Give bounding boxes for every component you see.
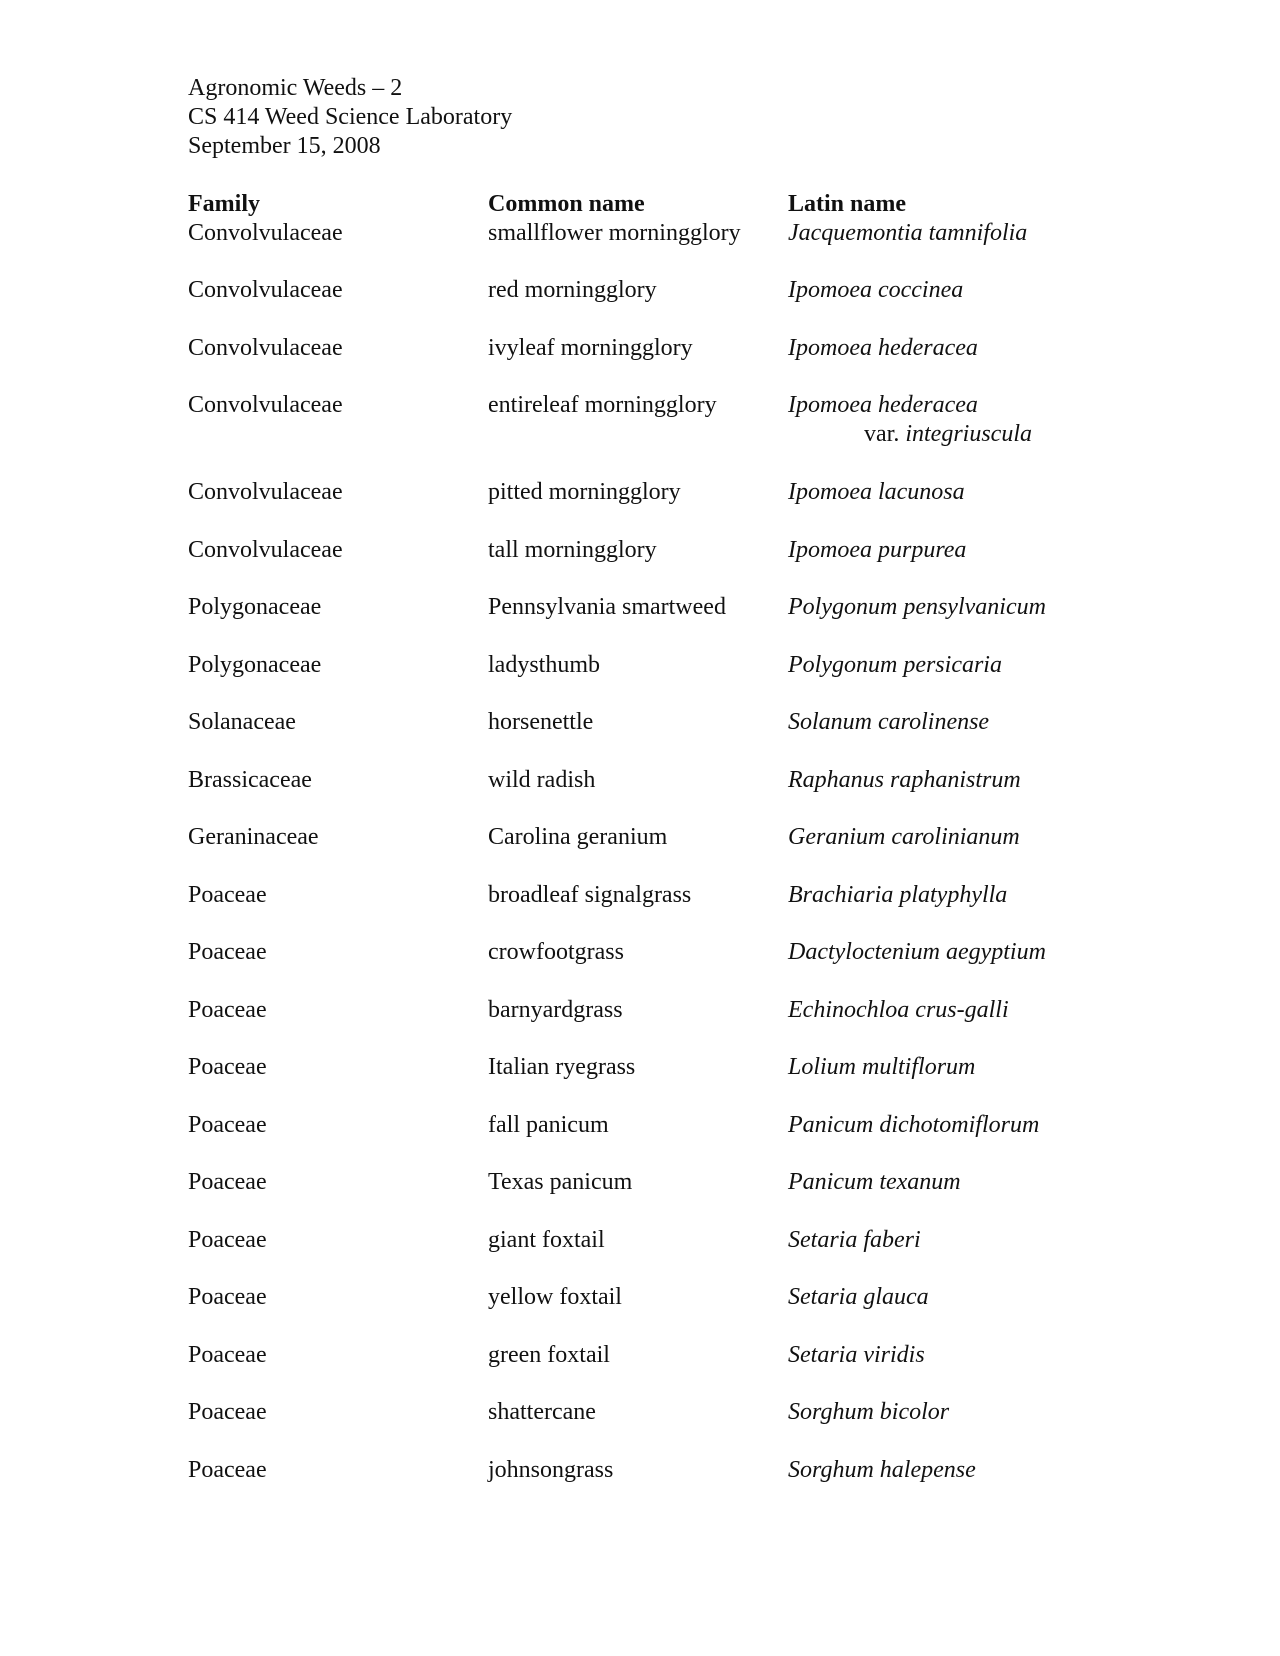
family-cell: Poaceae bbox=[188, 1399, 267, 1425]
latin-name-cell bbox=[788, 651, 1002, 680]
table-row bbox=[188, 766, 1088, 824]
common-name-cell: pitted morningglory bbox=[488, 479, 681, 505]
common-name-cell: crowfootgrass bbox=[488, 939, 624, 965]
family-cell: Brassicaceae bbox=[188, 766, 312, 793]
latin-name-text: Geranium carolinianum bbox=[788, 824, 1020, 850]
family-cell: Geraninaceae bbox=[188, 824, 319, 850]
table-row bbox=[188, 536, 1088, 594]
latin-name-text: Sorghum bicolor bbox=[788, 1399, 950, 1425]
latin-name-cell bbox=[788, 593, 1046, 622]
document-title: Agronomic Weeds – 2 bbox=[188, 75, 403, 101]
common-name-cell: giant foxtail bbox=[488, 1226, 605, 1253]
latin-name-text: Lolium multiflorum bbox=[788, 1054, 976, 1080]
weed-table bbox=[188, 190, 1088, 1513]
common-name-cell: smallflower morningglory bbox=[488, 220, 741, 246]
family-cell: Convolvulaceae bbox=[188, 392, 343, 418]
latin-name-text: Jacquemontia tamnifolia bbox=[788, 220, 1028, 246]
latin-name-text: Polygonum persicaria bbox=[788, 651, 1002, 678]
common-name-cell: wild radish bbox=[488, 766, 596, 793]
common-name-cell: tall morningglory bbox=[488, 536, 657, 563]
table-row bbox=[188, 823, 1088, 881]
latin-name-cell bbox=[788, 334, 978, 363]
family-cell: Poaceae bbox=[188, 1169, 267, 1195]
latin-name-cell bbox=[788, 1341, 925, 1370]
common-name-cell: barnyardgrass bbox=[488, 996, 623, 1023]
latin-name-cell bbox=[788, 276, 963, 305]
family-cell: Poaceae bbox=[188, 881, 267, 908]
table-body bbox=[188, 219, 1088, 1513]
latin-name-cell bbox=[788, 766, 1021, 795]
latin-name-text: Solanum carolinense bbox=[788, 709, 990, 735]
document-date: September 15, 2008 bbox=[188, 133, 381, 159]
family-cell: Poaceae bbox=[188, 939, 267, 965]
latin-name-text: Dactyloctenium aegyptium bbox=[788, 939, 1046, 965]
family-cell: Poaceae bbox=[188, 1226, 267, 1253]
latin-name-cell bbox=[788, 1053, 975, 1082]
common-name-cell: ivyleaf morningglory bbox=[488, 334, 693, 361]
family-cell: Polygonaceae bbox=[188, 651, 322, 678]
latin-name-cell bbox=[788, 708, 989, 737]
latin-name-text: Setaria viridis bbox=[788, 1341, 925, 1368]
latin-name-text: Setaria glauca bbox=[788, 1284, 929, 1310]
variety-line bbox=[788, 420, 1032, 449]
common-name-cell: red morningglory bbox=[488, 277, 657, 303]
latin-name-cell bbox=[788, 1226, 921, 1255]
latin-name-cell bbox=[788, 1168, 961, 1197]
table-row bbox=[188, 1456, 1088, 1514]
latin-name-text: Ipomoea coccinea bbox=[788, 277, 964, 303]
family-cell: Convolvulaceae bbox=[188, 479, 343, 505]
common-name-cell: entireleaf morningglory bbox=[488, 392, 717, 418]
latin-name-cell bbox=[788, 996, 1009, 1025]
common-name-cell: Pennsylvania smartweed bbox=[488, 594, 726, 620]
family-cell: Convolvulaceae bbox=[188, 220, 343, 246]
common-name-cell: yellow foxtail bbox=[488, 1284, 622, 1310]
family-cell: Poaceae bbox=[188, 1111, 267, 1138]
table-row bbox=[188, 593, 1088, 651]
latin-name-text: Echinochloa crus-galli bbox=[788, 996, 1009, 1023]
table-row bbox=[188, 1398, 1088, 1456]
family-cell: Poaceae bbox=[188, 1284, 267, 1310]
common-name-cell: horsenettle bbox=[488, 709, 594, 735]
latin-name-cell bbox=[788, 219, 1027, 248]
table-row bbox=[188, 391, 1088, 478]
latin-name-text: Ipomoea lacunosa bbox=[788, 479, 965, 505]
common-name-cell: Texas panicum bbox=[488, 1169, 633, 1195]
latin-name-cell bbox=[788, 881, 1007, 910]
latin-name-cell bbox=[788, 1283, 929, 1312]
common-name-cell: green foxtail bbox=[488, 1341, 610, 1368]
family-cell: Solanaceae bbox=[188, 709, 296, 735]
latin-name-cell bbox=[788, 1111, 1039, 1140]
table-row bbox=[188, 1053, 1088, 1111]
table-row bbox=[188, 881, 1088, 939]
table-row bbox=[188, 219, 1088, 276]
common-name-cell: Italian ryegrass bbox=[488, 1054, 636, 1080]
variety-name: integriuscula bbox=[905, 421, 1032, 447]
latin-name-text: Ipomoea hederacea bbox=[788, 392, 978, 418]
table-row bbox=[188, 1226, 1088, 1284]
family-cell: Convolvulaceae bbox=[188, 334, 343, 361]
table-row bbox=[188, 651, 1088, 709]
table-row bbox=[188, 1168, 1088, 1226]
latin-name-cell bbox=[788, 478, 965, 507]
family-cell: Poaceae bbox=[188, 996, 267, 1023]
variety-prefix: var. bbox=[864, 421, 900, 447]
family-cell: Polygonaceae bbox=[188, 594, 322, 620]
latin-name-text: Brachiaria platyphylla bbox=[788, 881, 1008, 908]
table-row bbox=[188, 334, 1088, 392]
family-cell: Convolvulaceae bbox=[188, 536, 343, 563]
latin-name-text: Polygonum pensylvanicum bbox=[788, 594, 1046, 620]
family-cell: Poaceae bbox=[188, 1054, 267, 1080]
table-row bbox=[188, 938, 1088, 996]
table-header-row bbox=[188, 190, 1088, 219]
column-header-common-name: Common name bbox=[488, 191, 645, 217]
family-cell: Poaceae bbox=[188, 1341, 267, 1368]
latin-name-text: Ipomoea hederacea bbox=[788, 334, 978, 361]
course-name: CS 414 Weed Science Laboratory bbox=[188, 104, 513, 130]
latin-name-cell bbox=[788, 1398, 949, 1427]
latin-name-text: Raphanus raphanistrum bbox=[788, 766, 1021, 793]
column-header-family: Family bbox=[188, 191, 260, 217]
latin-name-text: Setaria faberi bbox=[788, 1226, 921, 1253]
family-cell: Poaceae bbox=[188, 1456, 267, 1483]
table-row bbox=[188, 478, 1088, 536]
common-name-cell: broadleaf signalgrass bbox=[488, 881, 692, 908]
column-header-latin-name: Latin name bbox=[788, 191, 907, 217]
table-row bbox=[188, 708, 1088, 766]
common-name-cell: johnsongrass bbox=[488, 1456, 614, 1483]
document-header bbox=[188, 74, 512, 161]
latin-name-cell bbox=[788, 823, 1020, 852]
common-name-cell: fall panicum bbox=[488, 1111, 609, 1138]
latin-name-text: Panicum texanum bbox=[788, 1169, 961, 1195]
latin-name-cell bbox=[788, 1456, 976, 1485]
latin-name-cell bbox=[788, 536, 966, 565]
latin-name-text: Sorghum halepense bbox=[788, 1456, 976, 1483]
table-row bbox=[188, 1341, 1088, 1399]
table-row bbox=[188, 1111, 1088, 1169]
table-row bbox=[188, 276, 1088, 334]
latin-name-cell bbox=[788, 391, 1032, 449]
latin-name-text: Ipomoea purpurea bbox=[788, 536, 967, 563]
table-row bbox=[188, 996, 1088, 1054]
family-cell: Convolvulaceae bbox=[188, 277, 343, 303]
common-name-cell: ladysthumb bbox=[488, 651, 600, 678]
common-name-cell: shattercane bbox=[488, 1399, 596, 1425]
latin-name-cell bbox=[788, 938, 1046, 967]
table-row bbox=[188, 1283, 1088, 1341]
common-name-cell: Carolina geranium bbox=[488, 824, 668, 850]
latin-name-text: Panicum dichotomiflorum bbox=[788, 1111, 1040, 1138]
